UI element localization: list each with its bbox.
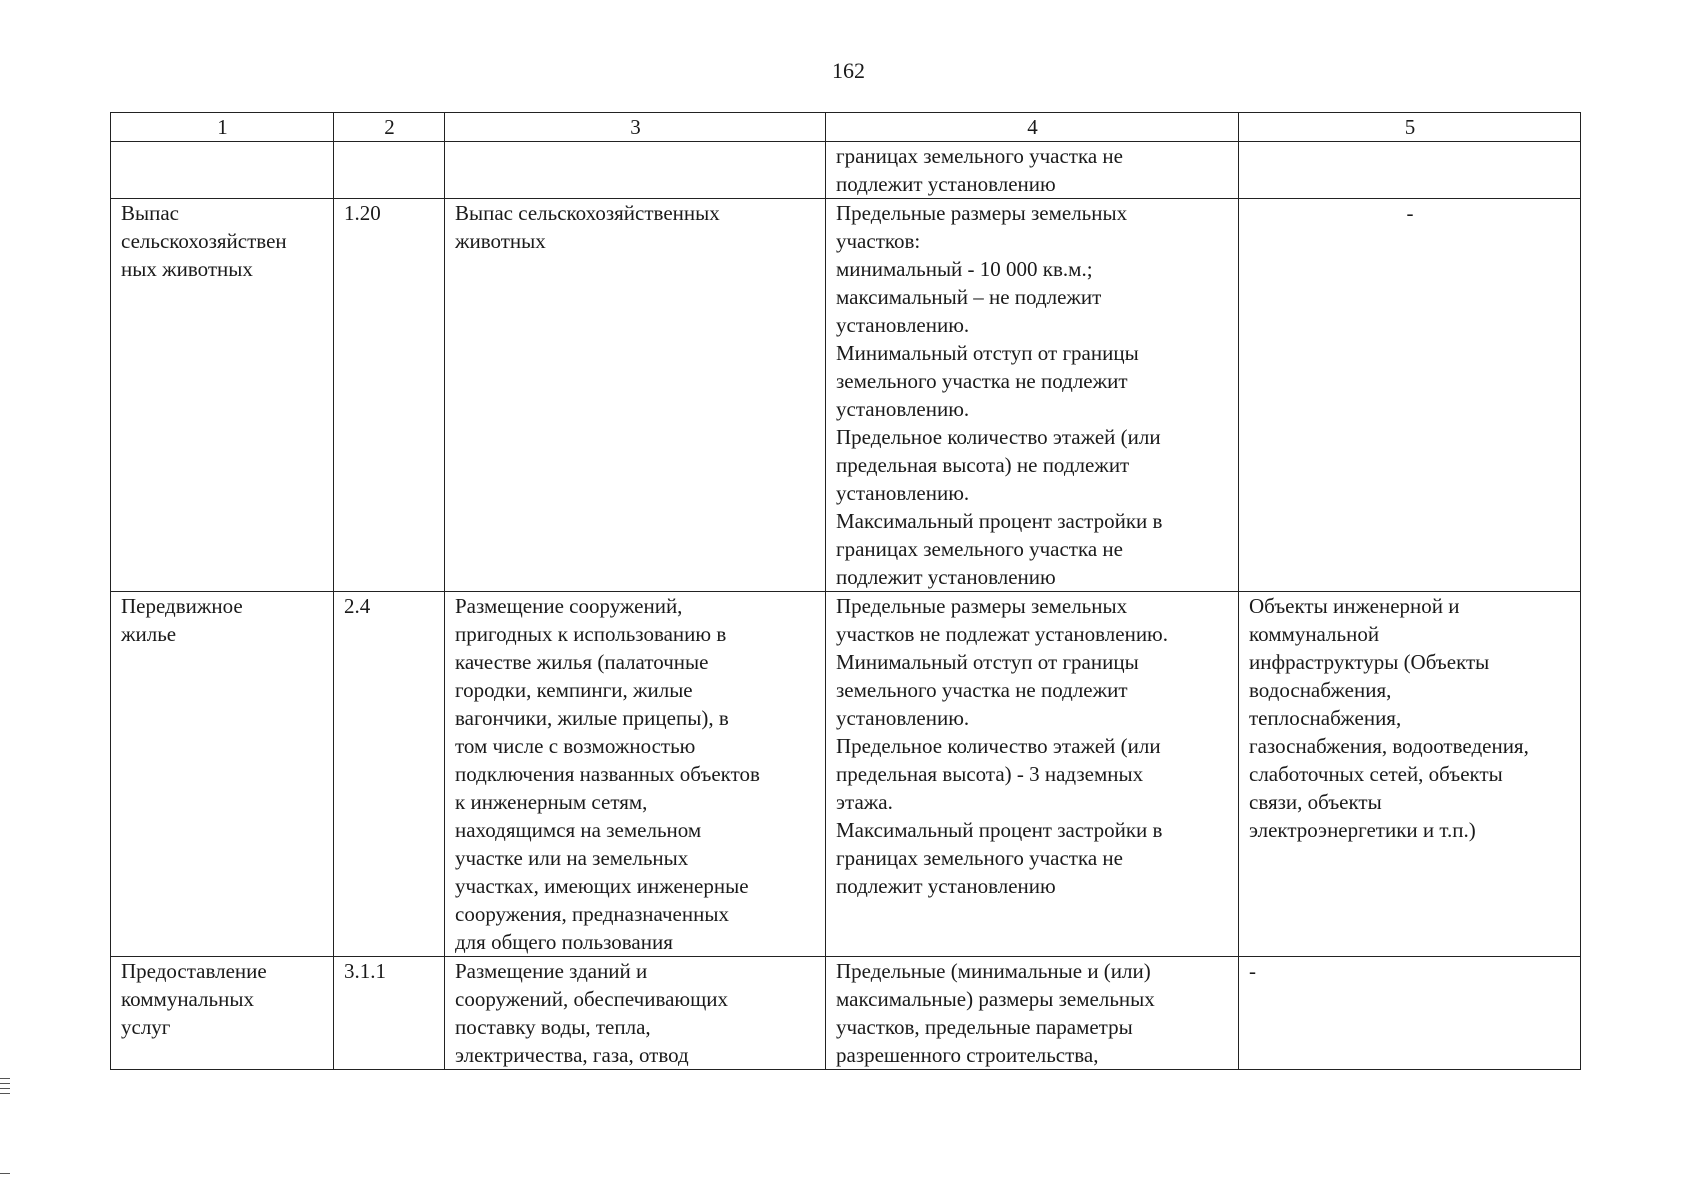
text-line: находящимся на земельном — [455, 818, 702, 842]
text-line: максимальный – не подлежит — [836, 285, 1102, 309]
text-line: водоснабжения, — [1249, 678, 1392, 702]
text-line: том числе с возможностью — [455, 734, 696, 758]
text-line: Выпас — [121, 201, 179, 225]
text-line: установлению. — [836, 313, 970, 337]
cell-code: 3.1.1 — [334, 957, 445, 1070]
text-line: предельная высота) - 3 надземных — [836, 762, 1144, 786]
text-line: электричества, газа, отвод — [455, 1043, 689, 1067]
text-line: границах земельного участка не — [836, 144, 1123, 168]
cell-description — [445, 199, 826, 592]
text-line: инфраструктуры (Объекты — [1249, 650, 1490, 674]
text-line: ных животных — [121, 257, 253, 281]
text-line: качестве жилья (палаточные — [455, 650, 709, 674]
cell-use-name — [111, 142, 334, 199]
cell-description — [445, 142, 826, 199]
text-line: Объекты инженерной и — [1249, 594, 1460, 618]
text-line: границах земельного участка не — [836, 846, 1123, 870]
cell-objects — [1239, 592, 1581, 957]
text-line: минимальный - 10 000 кв.м.; — [836, 257, 1093, 281]
text-line: участке или на земельных — [455, 846, 689, 870]
text-line: вагончики, жилые прицепы), в — [455, 706, 729, 730]
header-col-4: 4 — [826, 113, 1239, 142]
text-line: разрешенного строительства, — [836, 1043, 1099, 1067]
table-row — [111, 199, 1581, 592]
text-line: установлению. — [836, 706, 970, 730]
text-line: Максимальный процент застройки в — [836, 509, 1163, 533]
text-line: Минимальный отступ от границы — [836, 650, 1139, 674]
scan-margin-mark — [0, 1093, 10, 1094]
text-line: коммунальных — [121, 987, 254, 1011]
cell-code — [334, 142, 445, 199]
text-line: участках, имеющих инженерные — [455, 874, 749, 898]
text-line: Минимальный отступ от границы — [836, 341, 1139, 365]
text-line: установлению. — [836, 397, 970, 421]
text-line: Размещение сооружений, — [455, 594, 683, 618]
text-line: поставку воды, тепла, — [455, 1015, 651, 1039]
text-line: границах земельного участка не — [836, 537, 1123, 561]
table-row — [111, 957, 1581, 1070]
text-line: Максимальный процент застройки в — [836, 818, 1163, 842]
text-line: газоснабжения, водоотведения, — [1249, 734, 1529, 758]
text-line: участков не подлежат установлению. — [836, 622, 1168, 646]
cell-use-name — [111, 199, 334, 592]
text-line: Предельное количество этажей (или — [836, 734, 1161, 758]
cell-parameters — [826, 199, 1239, 592]
text-line: земельного участка не подлежит — [836, 678, 1128, 702]
page-number: 162 — [832, 58, 865, 83]
header-col-5: 5 — [1239, 113, 1581, 142]
text-line: сельскохозяйствен — [121, 229, 287, 253]
text-line: сооружения, предназначенных — [455, 902, 729, 926]
text-line: Передвижное — [121, 594, 243, 618]
cell-description — [445, 957, 826, 1070]
cell-code: 2.4 — [334, 592, 445, 957]
text-line: к инженерным сетям, — [455, 790, 648, 814]
text-line: теплоснабжения, — [1249, 706, 1402, 730]
header-col-2: 2 — [334, 113, 445, 142]
text-line: Предельные (минимальные и (или) — [836, 959, 1151, 983]
text-line: пригодных к использованию в — [455, 622, 727, 646]
cell-code: 1.20 — [334, 199, 445, 592]
text-line: сооружений, обеспечивающих — [455, 987, 728, 1011]
dash-mark: - — [1249, 959, 1256, 983]
text-line: этажа. — [836, 790, 893, 814]
text-line: слаботочных сетей, объекты — [1249, 762, 1503, 786]
text-line: подлежит установлению — [836, 874, 1056, 898]
cell-use-name — [111, 957, 334, 1070]
text-line: земельного участка не подлежит — [836, 369, 1128, 393]
text-line: Предельные размеры земельных — [836, 594, 1128, 618]
text-line: услуг — [121, 1015, 171, 1039]
header-col-1: 1 — [111, 113, 334, 142]
text-line: предельная высота) не подлежит — [836, 453, 1130, 477]
text-line: подключения названных объектов — [455, 762, 760, 786]
scan-margin-mark — [0, 1083, 10, 1084]
land-use-table — [110, 112, 1581, 1070]
text-line: максимальные) размеры земельных — [836, 987, 1155, 1011]
cell-parameters — [826, 592, 1239, 957]
cell-description — [445, 592, 826, 957]
scan-margin-mark — [0, 1173, 10, 1174]
cell-objects — [1239, 957, 1581, 1070]
text-line: коммунальной — [1249, 622, 1380, 646]
text-line: для общего пользования — [455, 930, 673, 954]
text-line: электроэнергетики и т.п.) — [1249, 818, 1476, 842]
text-line: жилье — [121, 622, 177, 646]
text-line: Выпас сельскохозяйственных — [455, 201, 720, 225]
text-line: установлению. — [836, 481, 970, 505]
text-line: участков, предельные параметры — [836, 1015, 1133, 1039]
header-row — [111, 113, 1581, 142]
dash-mark: - — [1406, 201, 1414, 225]
text-line: Размещение зданий и — [455, 959, 648, 983]
text-line: животных — [455, 229, 546, 253]
cell-objects — [1239, 142, 1581, 199]
text-line: подлежит установлению — [836, 172, 1056, 196]
scan-margin-mark — [0, 1078, 10, 1079]
text-line: Предельные размеры земельных — [836, 201, 1128, 225]
cell-objects — [1239, 199, 1581, 592]
text-line: Предельное количество этажей (или — [836, 425, 1161, 449]
text-line: подлежит установлению — [836, 565, 1056, 589]
cell-parameters — [826, 957, 1239, 1070]
cell-parameters — [826, 142, 1239, 199]
scan-margin-mark — [0, 1088, 10, 1089]
text-line: городки, кемпинги, жилые — [455, 678, 693, 702]
cell-use-name — [111, 592, 334, 957]
header-col-3: 3 — [445, 113, 826, 142]
text-line: связи, объекты — [1249, 790, 1382, 814]
table-row — [111, 142, 1581, 199]
table-row — [111, 592, 1581, 957]
text-line: участков: — [836, 229, 921, 253]
text-line: Предоставление — [121, 959, 267, 983]
